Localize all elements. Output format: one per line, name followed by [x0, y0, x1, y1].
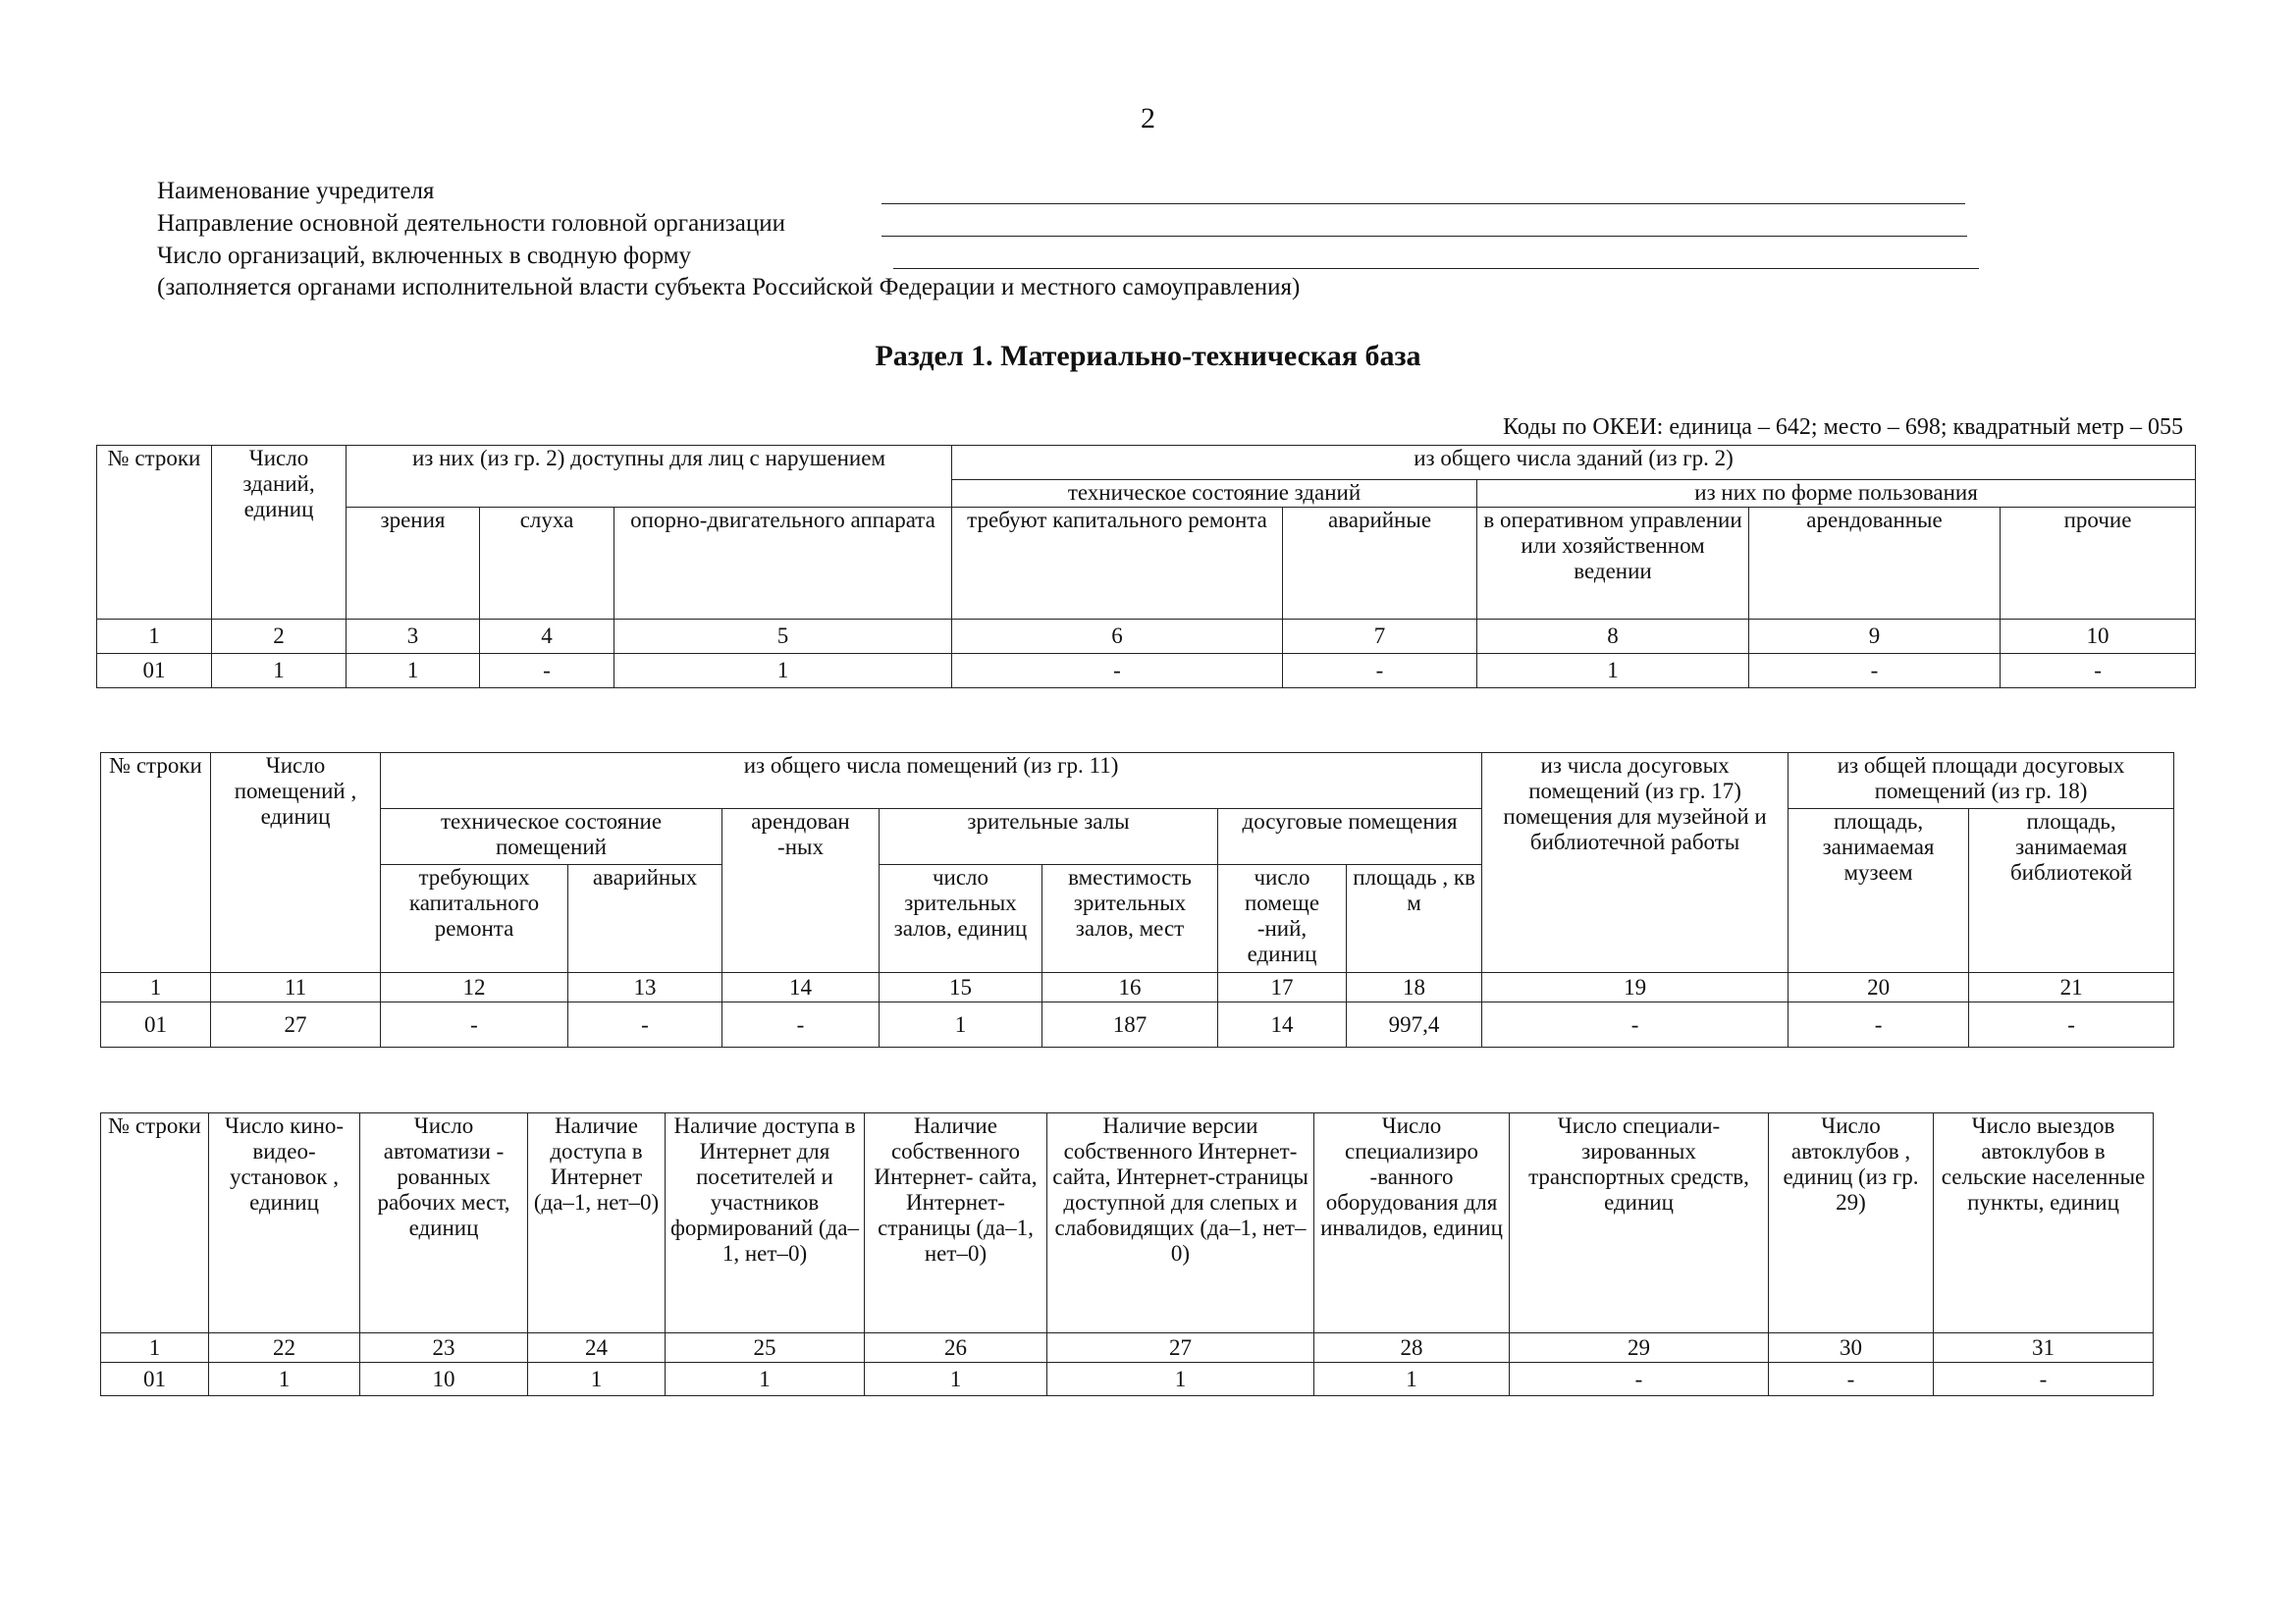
header-tech-state: техническое состояние зданий: [952, 480, 1477, 508]
column-number: 17: [1218, 973, 1347, 1002]
column-number: 25: [666, 1333, 865, 1363]
equipment-table: [100, 1112, 2154, 1396]
table-cell[interactable]: 01: [97, 654, 212, 688]
header-own-website: Наличие собственного Интернет- сайта, Интернет- страницы (да–1, нет–0): [865, 1113, 1047, 1333]
header-auditoriums: зрительные залы: [880, 809, 1218, 865]
table-cell[interactable]: -: [2001, 654, 2196, 688]
table-cell[interactable]: -: [952, 654, 1283, 688]
header-other: прочие: [2001, 508, 2196, 620]
column-number: 20: [1789, 973, 1969, 1002]
column-number: 3: [347, 620, 480, 654]
org-count-line: [157, 242, 691, 271]
main-activity-blank[interactable]: [881, 236, 1967, 237]
column-number: 8: [1477, 620, 1749, 654]
table-row: [101, 1363, 2154, 1396]
main-activity-line: [157, 209, 785, 239]
header-vision: зрения: [347, 508, 480, 620]
header-film-installations: Число кино- видео- установок , единиц: [209, 1113, 360, 1333]
column-number: 5: [614, 620, 952, 654]
header-row-no: № строки: [101, 1113, 209, 1333]
column-number: 22: [209, 1333, 360, 1363]
header-museum-library-rooms: из числа досуговых помещений (из гр. 17) помещения для музейной и библиотечной работы: [1482, 753, 1789, 973]
table-cell[interactable]: 1: [1314, 1363, 1510, 1396]
table-cell[interactable]: 01: [101, 1002, 211, 1048]
column-number: 13: [568, 973, 722, 1002]
column-number: 26: [865, 1333, 1047, 1363]
header-rented-rooms: арендован -ных: [722, 809, 880, 973]
table-cell[interactable]: 1: [1477, 654, 1749, 688]
column-number: 9: [1749, 620, 2001, 654]
header-accessible-website: Наличие версии собственного Интернет-сайта, Интернет-страницы доступной для слепых и слабовидящих (да–1, нет–0): [1047, 1113, 1314, 1333]
table-cell[interactable]: 997,4: [1347, 1002, 1482, 1048]
table-cell[interactable]: -: [1510, 1363, 1769, 1396]
column-number: 1: [97, 620, 212, 654]
table-cell[interactable]: -: [480, 654, 614, 688]
header-capital-repair: требуют капитального ремонта: [952, 508, 1283, 620]
table-cell[interactable]: -: [1789, 1002, 1969, 1048]
header-autoclub-trips: Число выездов автоклубов в сельские населенные пункты, единиц: [1934, 1113, 2154, 1333]
column-number: 18: [1347, 973, 1482, 1002]
header-row-no: № строки: [97, 446, 212, 620]
column-number: 10: [2001, 620, 2196, 654]
org-count-blank[interactable]: [893, 268, 1979, 269]
fill-note-line: [157, 273, 1300, 302]
table-cell[interactable]: 14: [1218, 1002, 1347, 1048]
header-rooms-emergency: аварийных: [568, 865, 722, 973]
header-usage-form: из них по форме пользования: [1477, 480, 2196, 508]
table-cell[interactable]: 1: [865, 1363, 1047, 1396]
column-number: 31: [1934, 1333, 2154, 1363]
column-number: 29: [1510, 1333, 1769, 1363]
fill-note-text: (заполняется органами исполнительной власти субъекта Российской Федерации и местного самоуправления): [157, 274, 1301, 300]
section-title: Раздел 1. Материально-техническая база: [875, 340, 1421, 372]
header-special-vehicles: Число специали- зированных транспортных средств, единиц: [1510, 1113, 1769, 1333]
header-leisure-area-of: из общей площади досуговых помещений (из гр. 18): [1789, 753, 2174, 809]
header-area-library: площадь, занимаемая библиотекой: [1969, 809, 2174, 973]
page-number: 2: [1141, 102, 1155, 135]
founder-name-label: Наименование учредителя: [157, 178, 435, 204]
header-area-museum: площадь, занимаемая музеем: [1789, 809, 1969, 973]
header-leisure-rooms: досуговые помещения: [1218, 809, 1482, 865]
header-buildings-count: Число зданий, единиц: [212, 446, 347, 620]
column-number: 1: [101, 1333, 209, 1363]
column-number: 30: [1769, 1333, 1934, 1363]
header-autoclubs: Число автоклубов , единиц (из гр. 29): [1769, 1113, 1934, 1333]
table-cell[interactable]: 1: [209, 1363, 360, 1396]
table-cell[interactable]: 1: [666, 1363, 865, 1396]
table-cell[interactable]: 27: [211, 1002, 381, 1048]
header-operative-management: в оперативном управлении или хозяйственном ведении: [1477, 508, 1749, 620]
header-rooms-tech-state: техническое состояние помещений: [381, 809, 722, 865]
column-number: 4: [480, 620, 614, 654]
column-number: 12: [381, 973, 568, 1002]
column-number: 2: [212, 620, 347, 654]
main-activity-label: Направление основной деятельности головной организации: [157, 210, 786, 237]
column-number: 7: [1283, 620, 1477, 654]
column-number: 16: [1042, 973, 1218, 1002]
table-cell[interactable]: -: [1769, 1363, 1934, 1396]
column-number: 6: [952, 620, 1283, 654]
header-of-total-rooms: из общего числа помещений (из гр. 11): [381, 753, 1482, 809]
table-cell[interactable]: -: [722, 1002, 880, 1048]
table-cell[interactable]: 1: [212, 654, 347, 688]
table-cell[interactable]: 187: [1042, 1002, 1218, 1048]
header-of-total-buildings: из общего числа зданий (из гр. 2): [952, 446, 2196, 480]
column-number: 24: [528, 1333, 666, 1363]
header-rooms-capital-repair: требующих капитального ремонта: [381, 865, 568, 973]
header-leisure-rooms-count: число помеще -ний, единиц: [1218, 865, 1347, 973]
header-auditoriums-capacity: вместимость зрительных залов, мест: [1042, 865, 1218, 973]
header-hearing: слуха: [480, 508, 614, 620]
table-cell[interactable]: 01: [101, 1363, 209, 1396]
header-auditoriums-count: число зрительных залов, единиц: [880, 865, 1042, 973]
table-cell[interactable]: -: [1482, 1002, 1789, 1048]
column-number: 14: [722, 973, 880, 1002]
table-cell[interactable]: 1: [347, 654, 480, 688]
founder-name-line: [157, 177, 434, 206]
table-cell[interactable]: -: [568, 1002, 722, 1048]
table-cell[interactable]: -: [1749, 654, 2001, 688]
column-number: 27: [1047, 1333, 1314, 1363]
table-cell[interactable]: 1: [880, 1002, 1042, 1048]
rooms-table: [100, 752, 2174, 1048]
table-cell[interactable]: 10: [360, 1363, 528, 1396]
column-number: 15: [880, 973, 1042, 1002]
table-cell[interactable]: -: [1934, 1363, 2154, 1396]
table-cell[interactable]: 1: [528, 1363, 666, 1396]
org-count-label: Число организаций, включенных в сводную форму: [157, 243, 692, 269]
buildings-table: [96, 445, 2196, 688]
table-cell[interactable]: 1: [1047, 1363, 1314, 1396]
column-number: 28: [1314, 1333, 1510, 1363]
table-row: [97, 654, 2196, 688]
table-cell[interactable]: -: [381, 1002, 568, 1048]
header-disability-equipment: Число специализиро -ванного оборудования для инвалидов, единиц: [1314, 1113, 1510, 1333]
table-row: [101, 1002, 2174, 1048]
table-cell[interactable]: -: [1969, 1002, 2174, 1048]
header-workstations: Число автоматизи - рованных рабочих мест, единиц: [360, 1113, 528, 1333]
column-number: 1: [101, 973, 211, 1002]
header-rooms-count: Число помещений , единиц: [211, 753, 381, 973]
column-number: 11: [211, 973, 381, 1002]
header-musculoskeletal: опорно-двигательного аппарата: [614, 508, 952, 620]
founder-name-blank[interactable]: [881, 203, 1965, 204]
column-number: 21: [1969, 973, 2174, 1002]
header-internet-access: Наличие доступа в Интернет (да–1, нет–0): [528, 1113, 666, 1333]
column-number: 23: [360, 1333, 528, 1363]
header-accessible: из них (из гр. 2) доступны для лиц с нарушением: [347, 446, 952, 508]
header-row-no: № строки: [101, 753, 211, 973]
header-leisure-rooms-area: площадь , кв м: [1347, 865, 1482, 973]
table-cell[interactable]: -: [1283, 654, 1477, 688]
header-rented: арендованные: [1749, 508, 2001, 620]
header-internet-visitors: Наличие доступа в Интернет для посетителей и участников формирований (да–1, нет–0): [666, 1113, 865, 1333]
okei-codes: Коды по ОКЕИ: единица – 642; место – 698; квадратный метр – 055: [1503, 414, 2183, 440]
column-number: 19: [1482, 973, 1789, 1002]
header-emergency: аварийные: [1283, 508, 1477, 620]
table-cell[interactable]: 1: [614, 654, 952, 688]
